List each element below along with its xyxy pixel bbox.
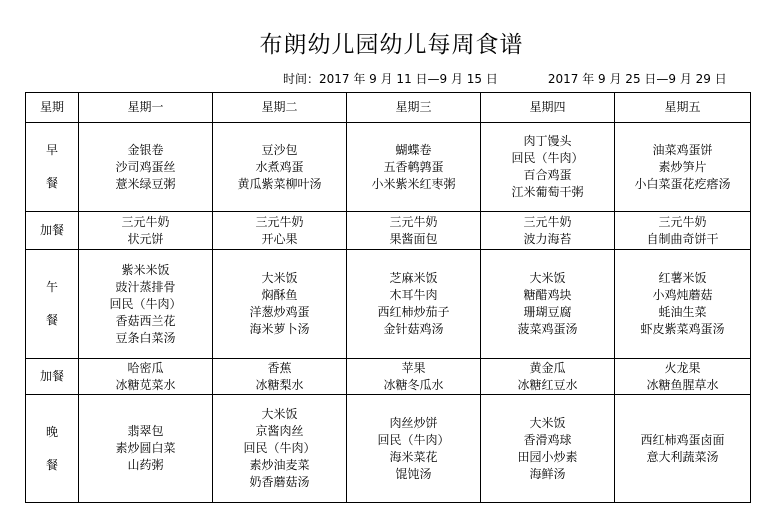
header-monday: 星期一 [79, 93, 213, 123]
menu-item: 紫米米饭 [121, 262, 170, 277]
menu-item: 豆条白菜汤 [115, 330, 176, 345]
menu-item: 江米葡萄干粥 [511, 185, 584, 199]
menu-item: 沙司鸡蛋丝 [115, 159, 176, 174]
meal-label-breakfast: 早 餐 [26, 123, 79, 212]
menu-item: 肉丁馒头 [523, 134, 572, 148]
menu-item: 海米萝卜汤 [249, 322, 310, 336]
menu-cell [347, 395, 481, 503]
date-range-secondary: 2017 年 9 月 25 日—9 月 29 日 [547, 72, 727, 86]
meal-label-dinner: 晚 餐 [26, 395, 79, 503]
menu-item: 果酱面包 [389, 231, 438, 246]
menu-cell [347, 212, 481, 250]
menu-cell [347, 359, 481, 395]
menu-cell [347, 123, 481, 212]
menu-cell [213, 123, 347, 212]
menu-item: 回民（牛肉） [377, 432, 450, 447]
menu-item: 冰糖冬瓜水 [383, 377, 444, 392]
menu-item: 百合鸡蛋 [523, 168, 572, 182]
menu-item: 小鸡炖蘑菇 [652, 288, 713, 302]
table-header-row [26, 93, 751, 123]
meal-label-snack: 加餐 [26, 359, 79, 395]
menu-item: 蚝油生菜 [658, 305, 707, 319]
menu-cell [481, 250, 615, 359]
menu-cell [481, 359, 615, 395]
menu-item: 油菜鸡蛋饼 [652, 142, 713, 157]
menu-item: 小米紫米红枣粥 [371, 176, 456, 191]
menu-cell [481, 212, 615, 250]
menu-cell [79, 250, 213, 359]
menu-item: 冰糖鱼腥草水 [646, 377, 719, 392]
menu-item: 珊瑚豆腐 [523, 305, 572, 319]
menu-item: 糖醋鸡块 [523, 288, 572, 302]
meal-label-lunch: 午 餐 [26, 250, 79, 359]
menu-item: 大米饭 [529, 415, 566, 430]
menu-cell [213, 212, 347, 250]
header-friday: 星期五 [615, 93, 751, 123]
menu-item: 香滑鸡球 [523, 432, 572, 447]
table-row [26, 212, 751, 250]
menu-item: 意大利蔬菜汤 [646, 449, 719, 464]
header-tuesday: 星期二 [213, 93, 347, 123]
menu-cell [79, 123, 213, 212]
menu-item: 虾皮紫菜鸡蛋汤 [640, 322, 725, 336]
menu-item: 三元牛奶 [523, 214, 572, 229]
date-range-primary: 时间：2017 年 9 月 11 日—9 月 15 日 [283, 72, 498, 86]
menu-item: 苹果 [401, 360, 426, 375]
menu-cell [79, 359, 213, 395]
menu-item: 回民（牛肉） [511, 151, 584, 165]
menu-item: 哈密瓜 [127, 360, 164, 375]
menu-item: 豉汁蒸排骨 [115, 279, 176, 294]
menu-item: 状元饼 [127, 231, 164, 246]
menu-cell [615, 395, 751, 503]
menu-item: 开心果 [261, 231, 298, 246]
menu-item: 冰糖梨水 [255, 377, 304, 392]
header-corner: 星期 [26, 93, 79, 123]
menu-item: 翡翠包 [127, 424, 164, 438]
menu-cell [347, 250, 481, 359]
menu-cell [615, 212, 751, 250]
table-row [26, 123, 751, 212]
weekly-menu-table [25, 92, 751, 503]
menu-item: 素炒油麦菜 [249, 458, 310, 472]
menu-cell [213, 250, 347, 359]
menu-item: 焖酥鱼 [261, 288, 298, 302]
menu-item: 田园小炒素 [517, 449, 578, 464]
menu-item: 奶香蘑菇汤 [249, 475, 310, 489]
menu-item: 波力海苔 [523, 231, 572, 246]
menu-item: 回民（牛肉） [243, 441, 316, 455]
menu-item: 金银卷 [127, 142, 164, 157]
menu-item: 木耳牛肉 [389, 288, 438, 302]
menu-cell [615, 250, 751, 359]
menu-item: 洋葱炒鸡蛋 [249, 305, 310, 319]
menu-item: 黄瓜紫菜柳叶汤 [237, 176, 322, 191]
menu-item: 三元牛奶 [121, 214, 170, 229]
menu-item: 素炒圆白菜 [115, 441, 176, 455]
menu-cell [615, 123, 751, 212]
menu-item: 素炒笋片 [658, 159, 707, 174]
date-range [283, 70, 727, 87]
menu-item: 红薯米饭 [658, 271, 707, 285]
menu-item: 京酱肉丝 [255, 424, 304, 438]
menu-item: 香菇西兰花 [115, 313, 176, 328]
menu-item: 金针菇鸡汤 [383, 322, 444, 336]
menu-item: 小白菜蛋花疙瘩汤 [634, 176, 731, 191]
menu-cell [79, 212, 213, 250]
menu-item: 豆沙包 [261, 142, 298, 157]
menu-item: 五香鹌鹑蛋 [383, 159, 444, 174]
menu-item: 肉丝炒饼 [389, 415, 438, 430]
menu-cell [481, 123, 615, 212]
page-title: 布朗幼儿园幼儿每周食谱 [259, 32, 524, 58]
menu-item: 蝴蝶卷 [395, 142, 432, 157]
table-row [26, 250, 751, 359]
table-row [26, 359, 751, 395]
menu-item: 黄金瓜 [529, 360, 566, 375]
header-wednesday: 星期三 [347, 93, 481, 123]
table-row [26, 395, 751, 503]
menu-item: 回民（牛肉） [109, 296, 182, 311]
menu-cell [79, 395, 213, 503]
menu-item: 薏米绿豆粥 [115, 176, 176, 191]
header-thursday: 星期四 [481, 93, 615, 123]
menu-item: 水煮鸡蛋 [255, 159, 304, 174]
menu-cell [481, 395, 615, 503]
menu-item: 三元牛奶 [255, 214, 304, 229]
menu-item: 海米菜花 [389, 449, 438, 464]
menu-cell [213, 395, 347, 503]
menu-item: 大米饭 [261, 407, 298, 421]
menu-item: 馄饨汤 [395, 466, 432, 481]
menu-item: 海鲜汤 [529, 466, 566, 481]
menu-item: 冰糖红豆水 [517, 377, 578, 392]
menu-item: 大米饭 [261, 271, 298, 285]
menu-cell [213, 359, 347, 395]
menu-item: 香蕉 [267, 360, 292, 375]
menu-item: 大米饭 [529, 271, 566, 285]
menu-item: 西红柿鸡蛋卤面 [640, 432, 725, 447]
menu-item: 三元牛奶 [389, 214, 438, 229]
menu-item: 三元牛奶 [658, 214, 707, 229]
menu-item: 冰糖苋菜水 [115, 377, 176, 392]
menu-item: 自制曲奇饼干 [646, 231, 719, 246]
menu-item: 火龙果 [664, 360, 701, 375]
menu-cell [615, 359, 751, 395]
menu-item: 菠菜鸡蛋汤 [517, 322, 578, 336]
menu-item: 芝麻米饭 [389, 271, 438, 285]
menu-item: 山药粥 [127, 458, 164, 472]
menu-item: 西红柿炒茄子 [377, 305, 450, 319]
meal-label-snack: 加餐 [26, 212, 79, 250]
